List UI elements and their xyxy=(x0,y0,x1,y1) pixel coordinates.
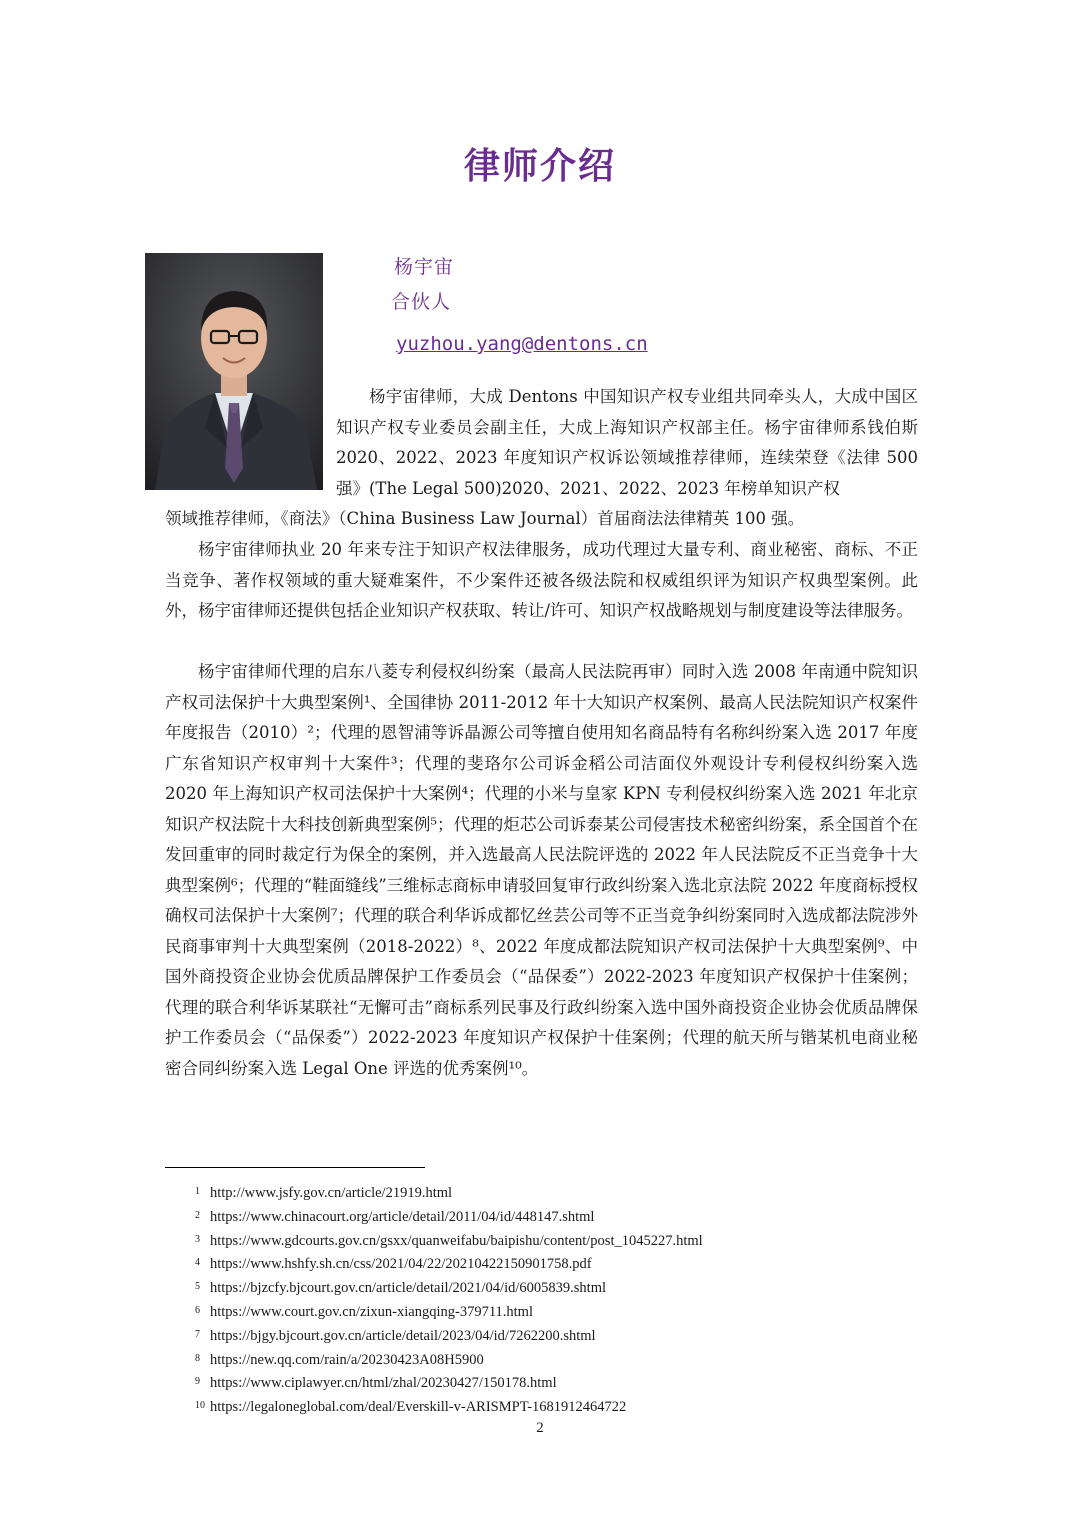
footnote-item: 5 https://bjzcfy.bjcourt.gov.cn/article/detail/2021/04/id/6005839.shtml xyxy=(195,1280,606,1297)
bio-paragraph-3: 杨宇宙律师代理的启东八菱专利侵权纠纷案（最高人民法院再审）同时入选 2008 年南通中院知识产权司法保护十大典型案例¹、全国律协 2011-2012 年十大知识产权案例、最高人民法院知识产权案件年度报告（2010）²；代理的恩智浦等诉晶源公司等擅自使用知名商品特有名称纠纷案入选 2017 年度广东省知识产权审判十大案件³；代理的斐珞尔公司诉金稻公司洁面仪外观设计专利侵权纠纷案入选 2020 年上海知识产权司法保护十大案例⁴；代理的小米与皇家 KPN 专利侵权纠纷案入选 2021 年北京知识产权法院十大科技创新典型案例⁵；代理的炬芯公司诉泰某公司侵害技术秘密纠纷案，系全国首个在发回重审的同时裁定行为保全的案例，并入选最高人民法院评选的 2022 年人民法院反不正当竞争十大典型案例⁶；代理的“鞋面缝线”三维标志商标申请驳回复审行政纠纷案入选北京法院 2022 年度商标授权确权司法保护十大案例⁷；代理的联合利华诉成都忆丝芸公司等不正当竞争纠纷案同时入选成都法院涉外民商事审判十大典型案例（2018-2022）⁸、2022 年度成都法院知识产权司法保护十大典型案例⁹、中国外商投资企业协会优质品牌保护工作委员会（“品保委”）2022-2023 年度知识产权保护十佳案例；代理的联合利华诉某联社“无懈可击”商标系列民事及行政纠纷案入选中国外商投资企业协会优质品牌保护工作委员会（“品保委”）2022-2023 年度知识产权保护十佳案例；代理的航天所与锴某机电商业秘密合同纠纷案入选 Legal One 评选的优秀案例¹⁰。 xyxy=(165,662,918,1078)
footnote-item: 2 https://www.chinacourt.org/article/detail/2011/04/id/448147.shtml xyxy=(195,1208,595,1225)
bio-paragraph-2: 杨宇宙律师执业 20 年来专注于知识产权法律服务，成功代理过大量专利、商业秘密、商标、不正当竞争、著作权领域的重大疑难案件，不少案件还被各级法院和权威组织评为知识产权典型案例。此外，杨宇宙律师还提供包括企业知识产权获取、转让/许可、知识产权战略规划与制度建设等法律服务。 xyxy=(165,540,918,620)
portrait-icon xyxy=(145,253,323,490)
footnote-divider xyxy=(165,1167,425,1168)
footnote-item: 8 https://new.qq.com/rain/a/20230423A08H5900 xyxy=(195,1351,484,1368)
footnote-link[interactable]: https://www.chinacourt.org/article/detail/2011/04/id/448147.shtml xyxy=(210,1208,595,1225)
footnote-link[interactable]: https://bjzcfy.bjcourt.gov.cn/article/detail/2021/04/id/6005839.shtml xyxy=(210,1280,606,1297)
footnote-link[interactable]: http://www.jsfy.gov.cn/article/21919.html xyxy=(210,1185,453,1201)
footnote-list xyxy=(195,1181,703,1419)
footnote-item: 4 https://www.hshfy.sh.cn/css/2021/04/22/20210422150901758.pdf xyxy=(195,1256,592,1273)
footnote-link[interactable]: https://legaloneglobal.com/deal/Everskill-v-ARISMPT-1681912464722 xyxy=(210,1399,627,1416)
bio-paragraph-1-continued: 领域推荐律师，《商法》（China Business Law Journal）首届商法法律精英 100 强。 xyxy=(165,509,805,528)
lawyer-title: 合伙人 xyxy=(391,291,452,313)
page-number: 2 xyxy=(536,1420,544,1436)
email-link[interactable]: yuzhou.yang@dentons.cn xyxy=(396,333,648,355)
bio-paragraph-1: 杨宇宙律师，大成 Dentons 中国知识产权专业组共同牵头人，大成中国区知识产权专业委员会副主任，大成上海知识产权部主任。杨宇宙律师系钱伯斯 2020、2022、2023 年度知识产权诉讼领域推荐律师，连续荣登《法律 500 强》(The Legal 500)2020、2021、2022、2023 年榜单知识产权 xyxy=(336,387,918,498)
footnote-item: 7 https://bjgy.bjcourt.gov.cn/article/detail/2023/04/id/7262200.shtml xyxy=(195,1327,596,1344)
footnote-item: 3 https://www.gdcourts.gov.cn/gsxx/quanweifabu/baipishu/content/post_1045227.html xyxy=(195,1232,703,1249)
lawyer-name: 杨宇宙 xyxy=(394,256,455,278)
footnote-link[interactable]: https://www.court.gov.cn/zixun-xiangqing-379711.html xyxy=(210,1303,533,1320)
footnote-item: 10 https://legaloneglobal.com/deal/Everskill-v-ARISMPT-1681912464722 xyxy=(195,1399,627,1416)
lawyer-portrait-photo xyxy=(145,253,323,490)
footnote-item: 6 https://www.court.gov.cn/zixun-xiangqing-379711.html xyxy=(195,1303,533,1320)
page-title: 律师介绍 xyxy=(463,145,616,187)
footnote-link[interactable]: https://www.ciplawyer.cn/html/zhal/20230427/150178.html xyxy=(210,1375,557,1392)
footnote-link[interactable]: https://new.qq.com/rain/a/20230423A08H5900 xyxy=(210,1351,484,1368)
footnote-item: 1 http://www.jsfy.gov.cn/article/21919.html xyxy=(195,1185,453,1201)
footnote-link[interactable]: https://www.hshfy.sh.cn/css/2021/04/22/20210422150901758.pdf xyxy=(210,1256,592,1273)
footnote-link[interactable]: https://bjgy.bjcourt.gov.cn/article/detail/2023/04/id/7262200.shtml xyxy=(210,1327,596,1344)
footnote-item: 9 https://www.ciplawyer.cn/html/zhal/20230427/150178.html xyxy=(195,1375,557,1392)
footnote-link[interactable]: https://www.gdcourts.gov.cn/gsxx/quanweifabu/baipishu/content/post_1045227.html xyxy=(210,1232,703,1249)
